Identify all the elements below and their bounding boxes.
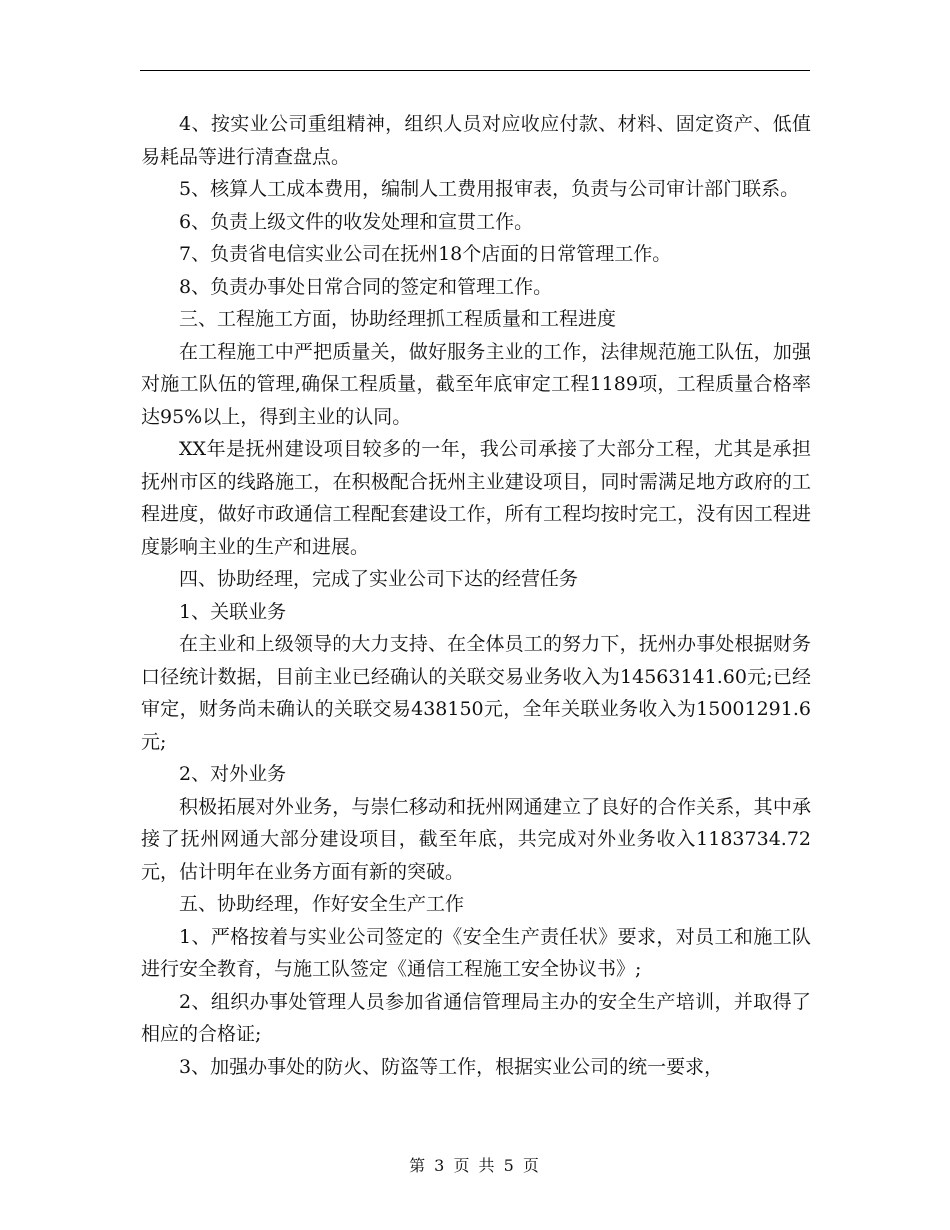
section-heading-3: 三、工程施工方面，协助经理抓工程质量和工程进度	[179, 308, 617, 330]
paragraph-related-business: 在主业和上级领导的大力支持、在全体员工的努力下，抚州办事处根据财务口径统计数据，目前主业已经确认的关联交易业务收入为14563141.60元;已经审定，财务尚未确认的关联交易438150元，全年关联业务收入为15001291.6元;	[141, 633, 811, 753]
paragraph-external-business: 积极拓展对外业务，与崇仁移动和抚州网通建立了良好的合作关系，其中承接了抚州网通大部分建设项目，截至年底，共完成对外业务收入1183734.72元，估计明年在业务方面有新的突破。	[141, 795, 811, 883]
paragraph-projects: XX年是抚州建设项目较多的一年，我公司承接了大部分工程，尤其是承担抚州市区的线路施工，在积极配合抚州主业建设项目，同时需满足地方政府的工程进度，做好市政通信工程配套建设工作，所有工程均按时完工，没有因工程进度影响主业的生产和进展。	[141, 438, 811, 558]
paragraph-safety-1: 1、严格按着与实业公司签定的《安全生产责任状》要求，对员工和施工队进行安全教育，与施工队签定《通信工程施工安全协议书》;	[141, 925, 811, 980]
subheading-external-business: 2、对外业务	[179, 763, 287, 785]
section-heading-4: 四、协助经理，完成了实业公司下达的经营任务	[179, 568, 579, 590]
paragraph-safety-2: 2、组织办事处管理人员参加省通信管理局主办的安全生产培训，并取得了相应的合格证;	[141, 990, 811, 1045]
paragraph-item-7: 7、负责省电信实业公司在抚州18个店面的日常管理工作。	[179, 243, 672, 265]
section-heading-5: 五、协助经理，作好安全生产工作	[179, 893, 465, 915]
subheading-related-business: 1、关联业务	[179, 600, 287, 623]
paragraph-item-8: 8、负责办事处日常合同的签定和管理工作。	[179, 275, 553, 298]
page-footer: 第 3 页 共 5 页	[409, 1156, 541, 1175]
header-rule	[140, 70, 810, 71]
paragraph-quality: 在工程施工中严把质量关，做好服务主业的工作，法律规范施工队伍，加强对施工队伍的管理,确保工程质量，截至年底审定工程1189项，工程质量合格率达95%以上，得到主业的认同。	[141, 340, 811, 428]
document-body	[141, 108, 811, 1083]
paragraph-item-5: 5、核算人工成本费用，编制人工费用报审表，负责与公司审计部门联系。	[179, 178, 800, 200]
paragraph-item-6: 6、负责上级文件的收发处理和宣贯工作。	[179, 210, 534, 233]
paragraph-item-4: 4、按实业公司重组精神，组织人员对应收应付款、材料、固定资产、低值易耗品等进行清查盘点。	[141, 113, 811, 168]
paragraph-safety-3: 3、加强办事处的防火、防盗等工作，根据实业公司的统一要求，	[179, 1055, 724, 1078]
